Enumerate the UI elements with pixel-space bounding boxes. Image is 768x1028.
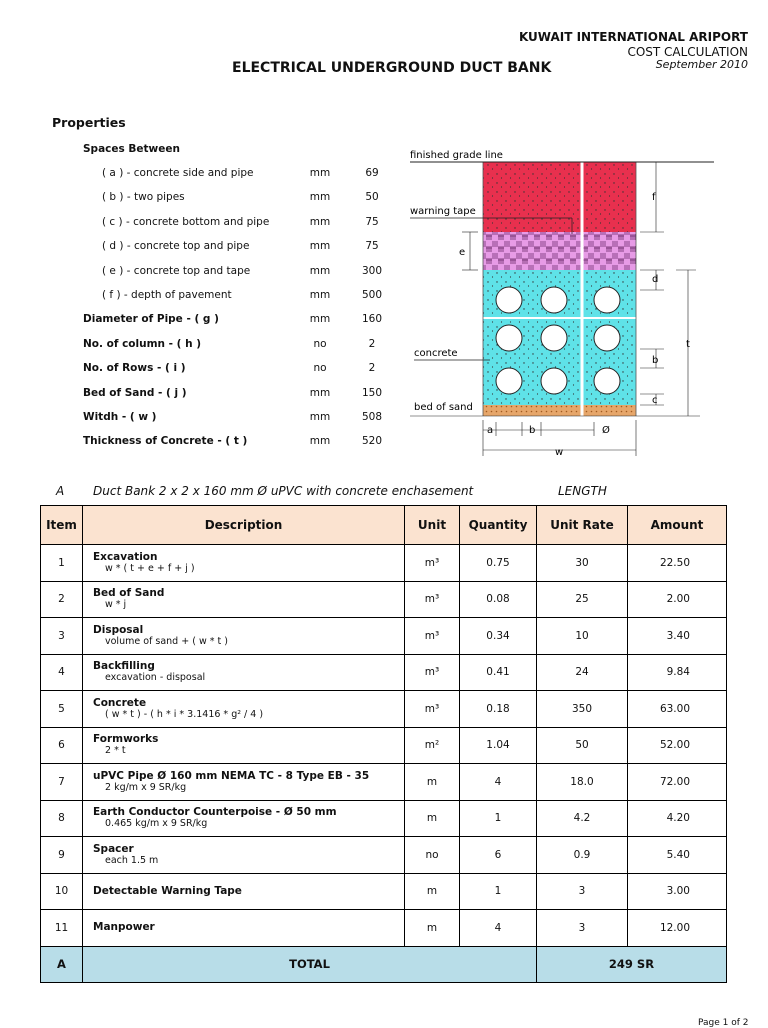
item-quantity: 4 [460, 764, 537, 801]
header-unit: Unit [405, 506, 460, 545]
item-formula: 2 kg/m x 9 SR/kg [105, 781, 187, 793]
item-amount: 52.00 [628, 727, 727, 764]
property-unit: mm [309, 289, 331, 301]
item-quantity: 0.34 [460, 618, 537, 655]
item-unit: no [405, 837, 460, 874]
property-row [0, 289, 400, 305]
item-unit: m² [405, 727, 460, 764]
table-row [41, 727, 727, 764]
item-amount: 63.00 [628, 691, 727, 728]
dim-dia-label: Ø [602, 425, 610, 436]
item-number: 6 [41, 727, 83, 764]
table-row [41, 910, 727, 947]
warning-tape-label: warning tape [410, 206, 476, 217]
property-label: Witdh - ( w ) [83, 411, 157, 423]
property-value: 508 [361, 411, 383, 423]
property-row [0, 435, 400, 451]
item-description: Formworks [93, 733, 159, 746]
item-unit-rate: 24 [537, 654, 628, 691]
property-row [0, 240, 400, 256]
item-unit: m³ [405, 654, 460, 691]
item-unit-rate: 3 [537, 873, 628, 910]
item-description-cell [83, 764, 405, 801]
page-number: Page 1 of 2 [698, 1018, 749, 1028]
property-value: 2 [368, 337, 376, 350]
table-row [41, 654, 727, 691]
item-description-cell [83, 691, 405, 728]
property-row [0, 362, 400, 378]
item-description: Excavation [93, 550, 158, 563]
item-description: Backfilling [93, 660, 155, 673]
property-label: Diameter of Pipe - ( g ) [83, 313, 219, 326]
item-unit: m³ [405, 691, 460, 728]
property-label: Bed of Sand - ( j ) [83, 386, 187, 399]
item-unit-rate: 18.0 [537, 764, 628, 801]
property-label: ( d ) - concrete top and pipe [102, 240, 250, 253]
item-amount: 5.40 [628, 837, 727, 874]
section-letter: A [56, 484, 65, 498]
item-description-cell [83, 581, 405, 618]
item-quantity: 1 [460, 873, 537, 910]
item-quantity: 0.75 [460, 545, 537, 582]
item-formula: each 1.5 m [105, 854, 159, 866]
item-amount: 12.00 [628, 910, 727, 947]
document-subtitle: COST CALCULATION [627, 45, 748, 59]
dim-c-label: c [652, 395, 658, 406]
item-unit: m [405, 910, 460, 947]
item-description-cell [83, 910, 405, 947]
item-quantity: 0.41 [460, 654, 537, 691]
dim-e-label: e [459, 247, 466, 258]
property-value: 520 [361, 435, 383, 448]
item-description-cell [83, 800, 405, 837]
item-description-cell [83, 618, 405, 655]
item-formula: w * j [105, 599, 127, 611]
table-row [41, 618, 727, 655]
item-number: 11 [41, 910, 83, 947]
property-label: No. of Rows - ( i ) [83, 362, 186, 375]
item-formula: w * ( t + e + f + j ) [105, 562, 195, 574]
item-number: 9 [41, 837, 83, 874]
property-row [0, 191, 400, 207]
total-label: TOTAL [83, 946, 537, 983]
property-label: ( b ) - two pipes [102, 191, 185, 204]
total-letter: A [41, 946, 83, 983]
property-value: 300 [361, 264, 383, 277]
item-quantity: 6 [460, 837, 537, 874]
item-amount: 3.00 [628, 873, 727, 910]
property-label: No. of column - ( h ) [83, 337, 202, 350]
property-row [0, 265, 400, 281]
property-unit: no [313, 362, 327, 375]
table-row [41, 545, 727, 582]
item-unit: m³ [405, 545, 460, 582]
dim-a-label: a [487, 425, 494, 436]
item-amount: 4.20 [628, 800, 727, 837]
item-number: 10 [41, 873, 83, 910]
header-quantity: Quantity [460, 506, 537, 545]
property-unit: mm [309, 435, 331, 448]
property-row [0, 387, 400, 403]
property-row [0, 313, 400, 329]
property-unit: mm [309, 313, 331, 326]
properties-heading: Properties [52, 115, 126, 130]
header-description: Description [83, 506, 405, 545]
property-label: Thickness of Concrete - ( t ) [83, 435, 248, 448]
header-amount: Amount [628, 506, 727, 545]
item-description: Spacer [93, 842, 134, 855]
item-number: 1 [41, 545, 83, 582]
item-quantity: 0.18 [460, 691, 537, 728]
item-unit: m [405, 873, 460, 910]
property-value: 500 [361, 289, 383, 301]
length-label: LENGTH [558, 484, 607, 498]
property-unit: mm [309, 386, 331, 399]
item-formula: 2 * t [105, 745, 126, 757]
table-row [41, 581, 727, 618]
table-row [41, 800, 727, 837]
item-unit-rate: 3 [537, 910, 628, 947]
property-unit: mm [309, 215, 331, 228]
item-quantity: 4 [460, 910, 537, 947]
document-title: ELECTRICAL UNDERGROUND DUCT BANK [232, 60, 552, 76]
concrete-label: concrete [414, 348, 458, 359]
item-unit: m³ [405, 618, 460, 655]
property-value: 150 [361, 386, 383, 399]
item-description-cell [83, 654, 405, 691]
property-label: ( c ) - concrete bottom and pipe [102, 215, 270, 228]
dim-d-label: d [652, 274, 659, 285]
item-unit-rate: 30 [537, 545, 628, 582]
item-amount: 3.40 [628, 618, 727, 655]
item-number: 7 [41, 764, 83, 801]
item-quantity: 1 [460, 800, 537, 837]
item-unit: m [405, 764, 460, 801]
item-description: Disposal [93, 623, 144, 636]
item-description: Manpower [93, 921, 155, 934]
property-unit: mm [309, 264, 331, 277]
property-row [0, 167, 400, 183]
item-unit-rate: 4.2 [537, 800, 628, 837]
property-value: 160 [361, 313, 383, 326]
dim-b2-label: b [529, 425, 536, 436]
item-unit-rate: 25 [537, 581, 628, 618]
item-amount: 2.00 [628, 581, 727, 618]
property-unit: mm [309, 240, 331, 253]
spaces-heading: Spaces Between [83, 143, 180, 155]
finished-grade-label: finished grade line [410, 150, 503, 161]
property-value: 2 [368, 362, 376, 375]
item-unit-rate: 350 [537, 691, 628, 728]
item-formula: 0.465 kg/m x 9 SR/kg [105, 818, 208, 830]
property-label: ( a ) - concrete side and pipe [102, 167, 254, 179]
item-description: Concrete [93, 696, 147, 709]
property-unit: no [313, 337, 327, 350]
property-unit: mm [309, 167, 331, 179]
property-unit: mm [309, 191, 331, 204]
item-unit-rate: 50 [537, 727, 628, 764]
cost-table [40, 505, 727, 983]
property-row [0, 411, 400, 427]
item-description: uPVC Pipe Ø 160 mm NEMA TC - 8 Type EB - 35 [93, 769, 370, 782]
property-label: ( e ) - concrete top and tape [102, 264, 251, 277]
item-formula: ( w * t ) - ( h * i * 3.1416 * g² / 4 ) [105, 708, 264, 720]
property-row [0, 216, 400, 232]
item-quantity: 1.04 [460, 727, 537, 764]
item-number: 8 [41, 800, 83, 837]
property-value: 75 [365, 240, 379, 253]
table-row [41, 764, 727, 801]
item-description-cell [83, 727, 405, 764]
total-amount: 249 SR [537, 946, 727, 983]
header-item: Item [41, 506, 83, 545]
item-amount: 9.84 [628, 654, 727, 691]
item-description: Detectable Warning Tape [93, 884, 242, 897]
item-amount: 72.00 [628, 764, 727, 801]
organization-name: KUWAIT INTERNATIONAL ARIPORT [518, 30, 748, 44]
property-row [0, 338, 400, 354]
document-date: September 2010 [655, 58, 748, 71]
header-unit-rate: Unit Rate [537, 506, 628, 545]
dim-b-label: b [652, 355, 659, 366]
item-description-cell [83, 837, 405, 874]
item-description-cell [83, 873, 405, 910]
property-value: 50 [365, 191, 379, 204]
dim-f-label: f [652, 192, 656, 203]
item-unit-rate: 10 [537, 618, 628, 655]
table-row [41, 837, 727, 874]
item-unit-rate: 0.9 [537, 837, 628, 874]
total-row [41, 946, 727, 983]
property-value: 69 [365, 167, 379, 179]
item-number: 3 [41, 618, 83, 655]
pipe-circles [496, 287, 620, 394]
section-title: Duct Bank 2 x 2 x 160 mm Ø uPVC with concrete enchasement [93, 484, 474, 498]
dim-t-label: t [686, 339, 690, 350]
dim-w-label: w [555, 447, 564, 458]
item-amount: 22.50 [628, 545, 727, 582]
table-row [41, 691, 727, 728]
table-row [41, 873, 727, 910]
bed-of-sand-label: bed of sand [414, 402, 473, 413]
item-description-cell [83, 545, 405, 582]
item-description: Bed of Sand [93, 587, 165, 600]
duct-bank-diagram [400, 140, 730, 465]
item-description: Earth Conductor Counterpoise - Ø 50 mm [93, 806, 337, 819]
item-unit: m [405, 800, 460, 837]
item-number: 2 [41, 581, 83, 618]
property-value: 75 [365, 215, 379, 228]
item-unit: m³ [405, 581, 460, 618]
item-formula: excavation - disposal [105, 672, 206, 684]
item-number: 4 [41, 654, 83, 691]
table-header-row [41, 506, 727, 545]
property-label: ( f ) - depth of pavement [102, 289, 232, 301]
item-formula: volume of sand + ( w * t ) [105, 635, 228, 647]
item-quantity: 0.08 [460, 581, 537, 618]
item-number: 5 [41, 691, 83, 728]
property-unit: mm [309, 411, 331, 423]
